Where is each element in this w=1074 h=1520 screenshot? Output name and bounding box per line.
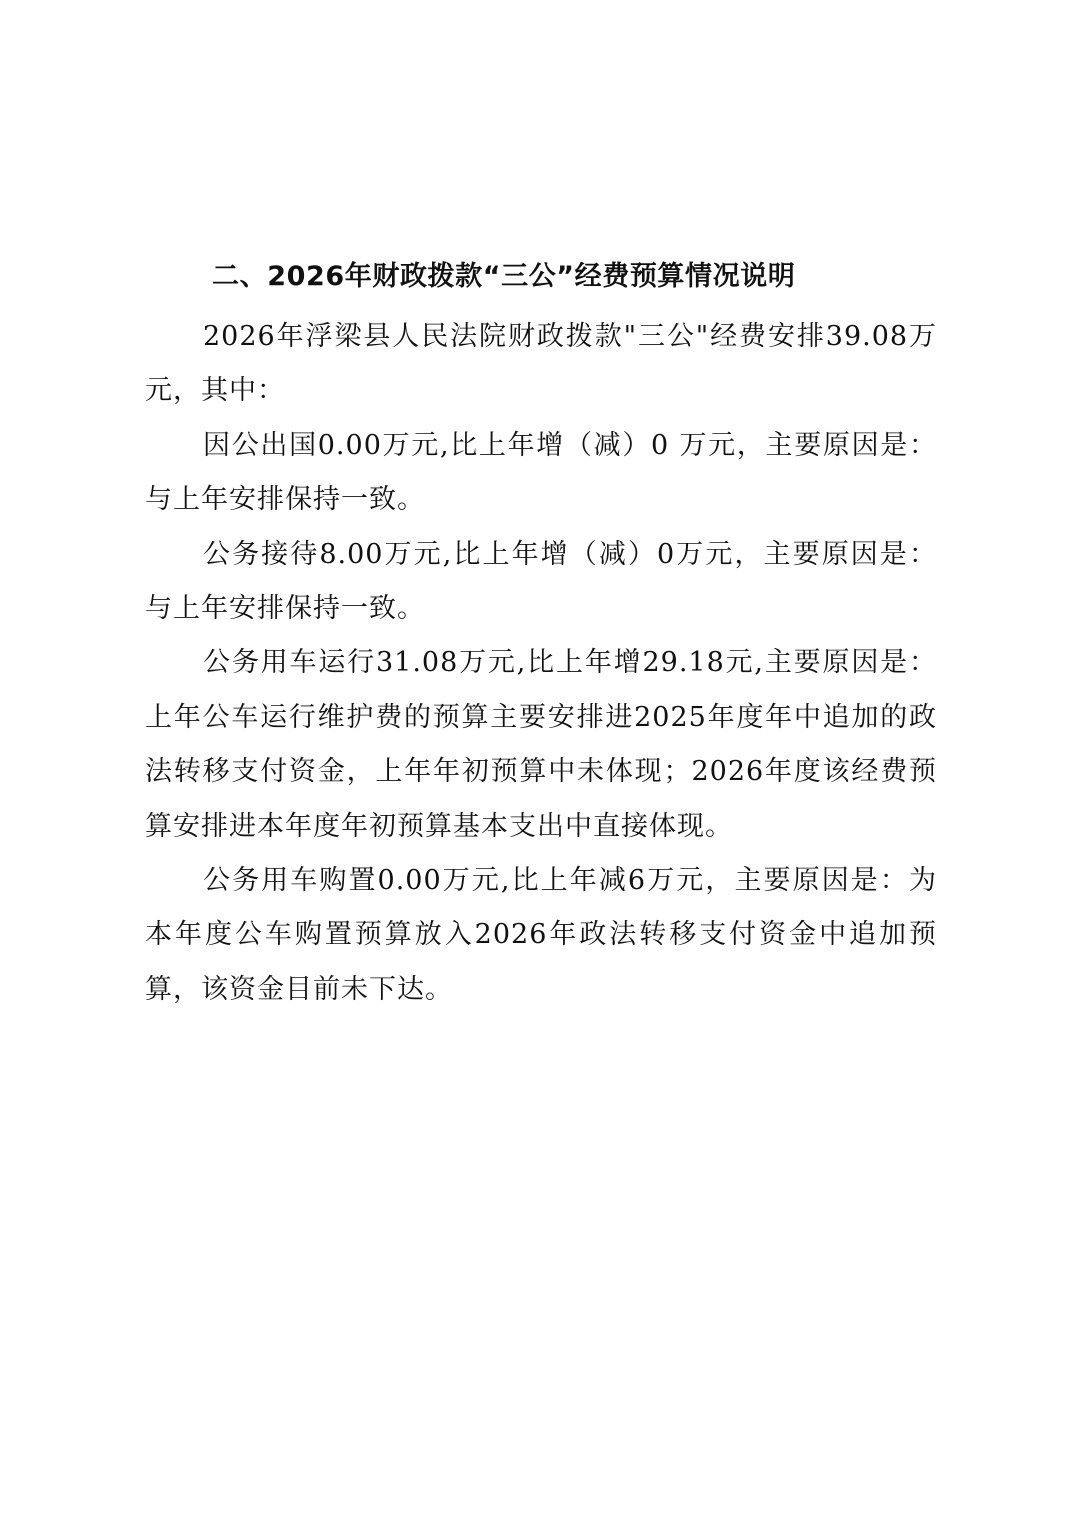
paragraph-total-budget: 2026年浮梁县人民法院财政拨款"三公"经费安排39.08万元，其中：: [145, 321, 937, 407]
paragraph-vehicle-purchase: 公务用车购置0.00万元,比上年减6万元，主要原因是：为本年度公车购置预算放入2026年政法转移支付资金中追加预算，该资金目前未下达。: [145, 865, 937, 1005]
section-heading: 二、2026年财政拨款“三公”经费预算情况说明: [212, 261, 796, 292]
paragraph-overseas-travel: 因公出国0.00万元,比上年增（减）0 万元，主要原因是：与上年安排保持一致。: [145, 429, 937, 516]
paragraph-official-reception: 公务接待8.00万元,比上年增（减）0万元，主要原因是：与上年安排保持一致。: [145, 538, 937, 625]
paragraph-vehicle-operation: 公务用车运行31.08万元,比上年增29.18元,主要原因是：上年公车运行维护费的预算主要安排进2025年度年中追加的政法转移支付资金，上年年初预算中未体现；2026年度该经费预算安排进本年度年初预算基本支出中直接体现。: [145, 647, 937, 842]
document-body: [145, 310, 937, 1017]
